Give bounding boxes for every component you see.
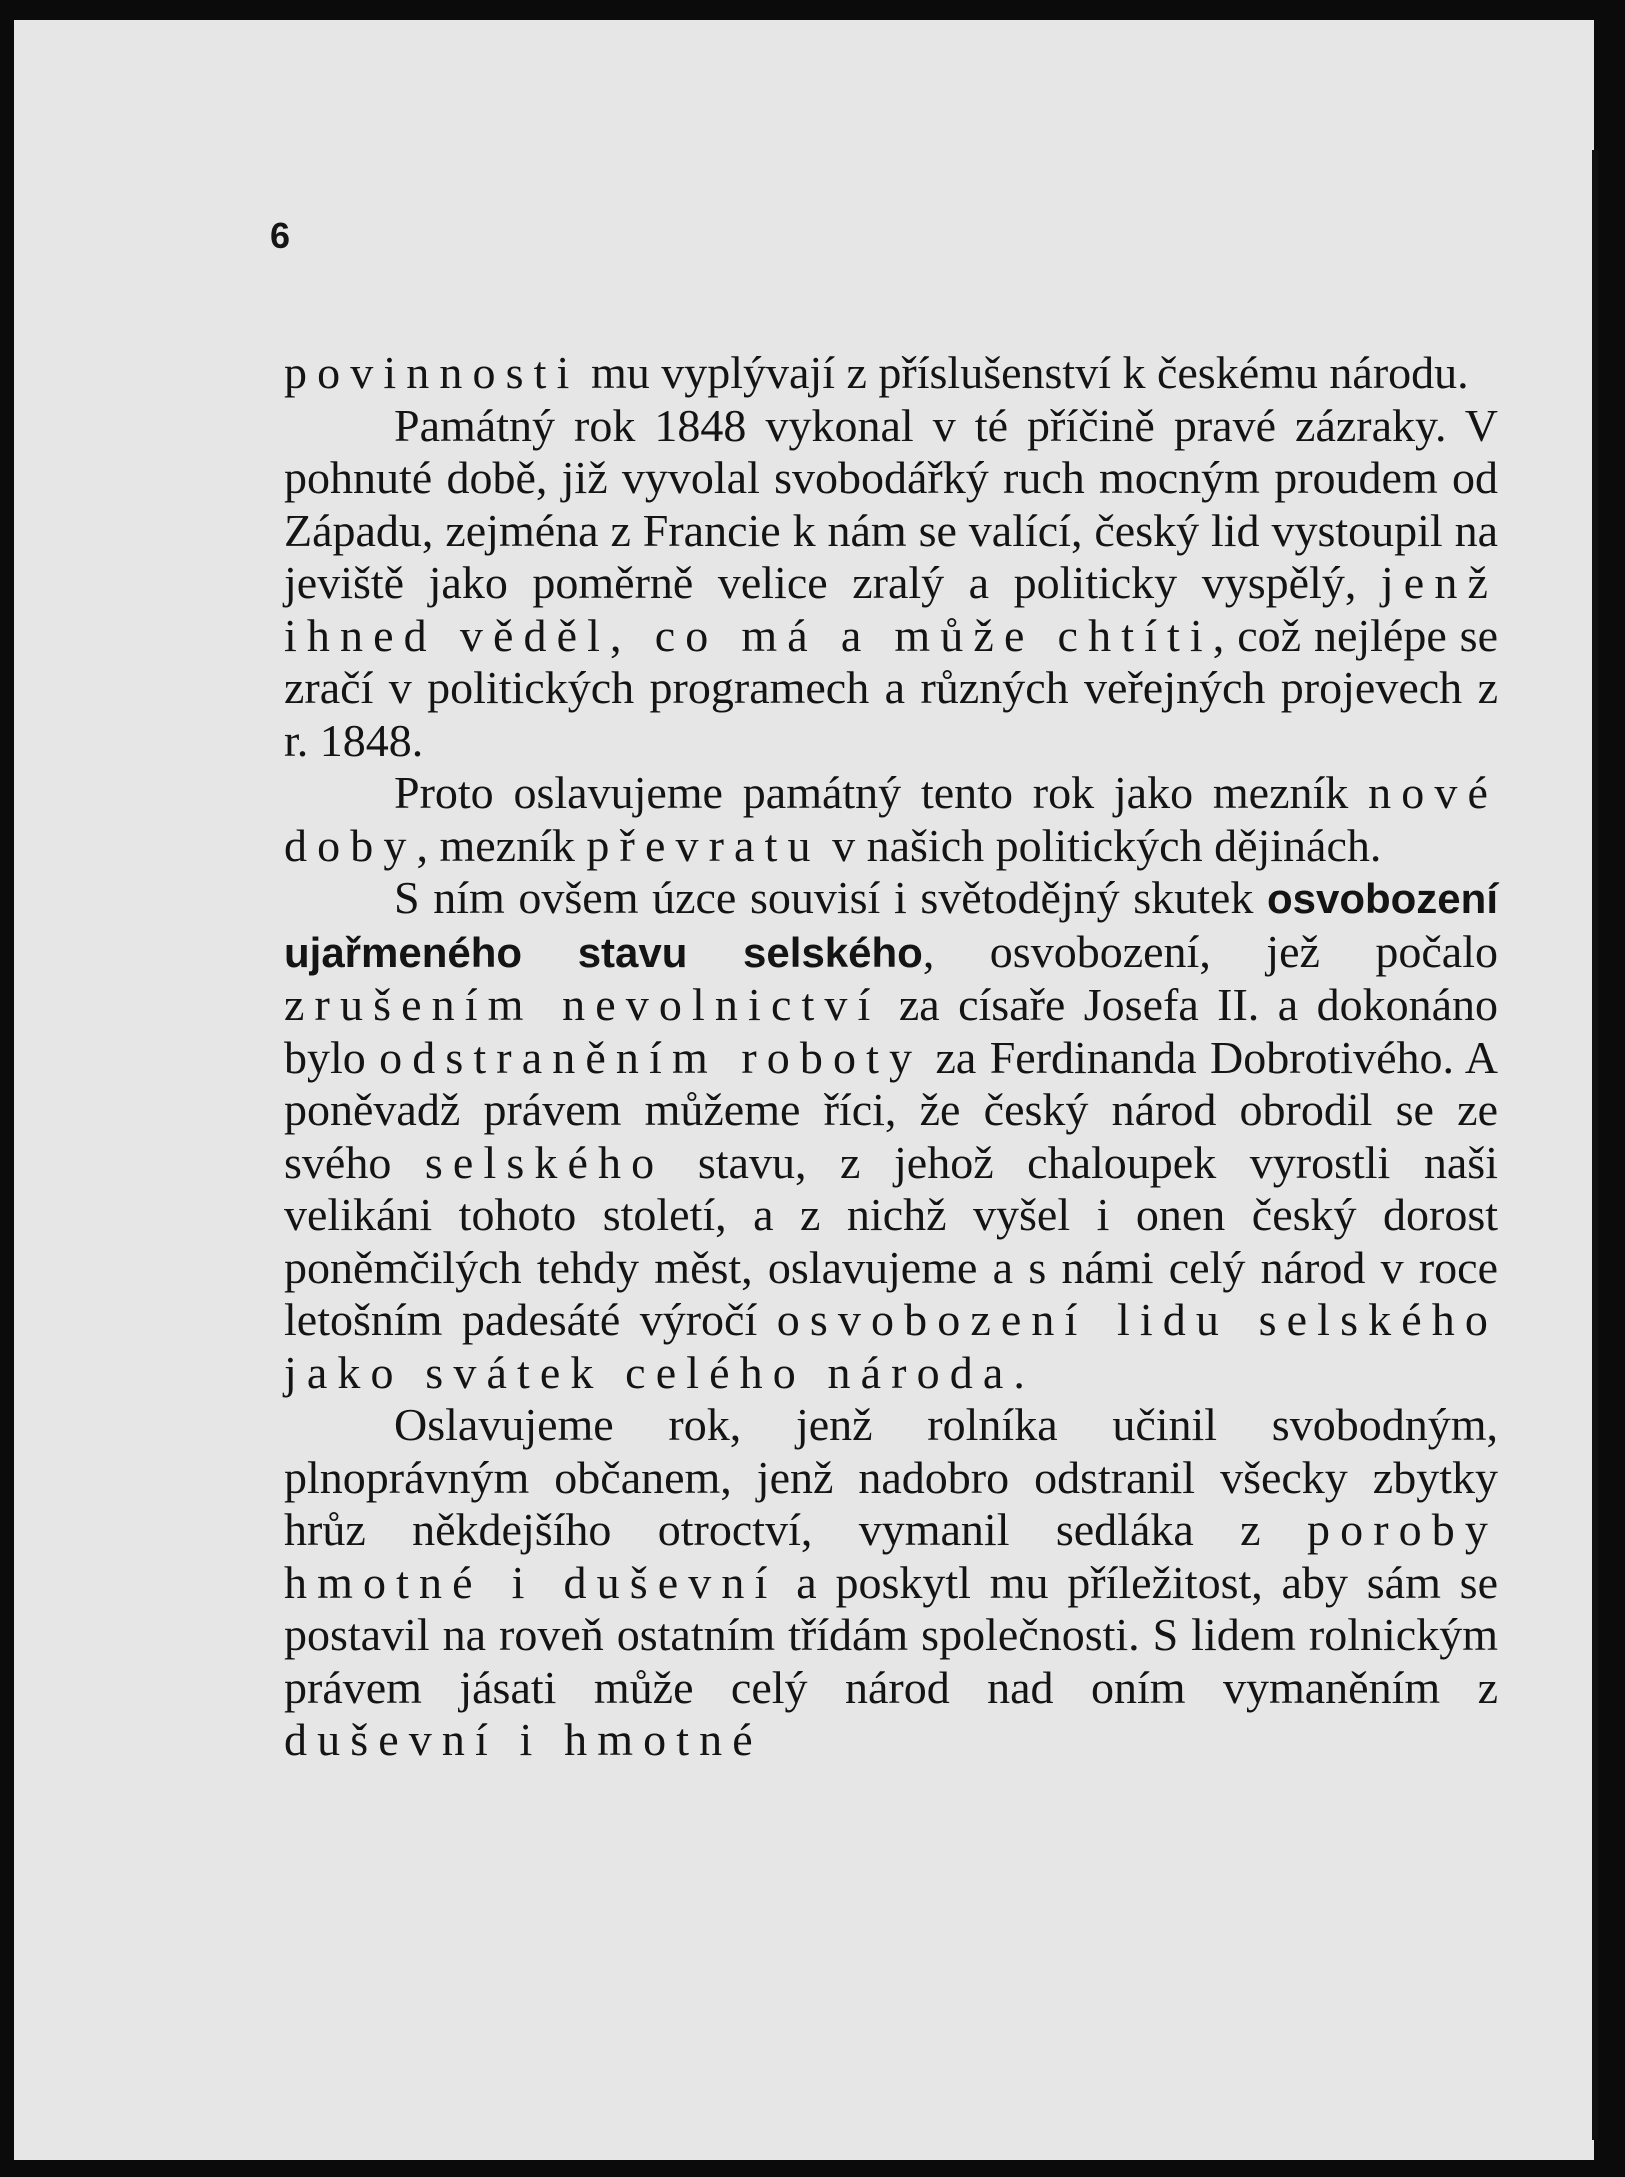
text-run-normal: Proto oslavujeme památný tento rok jako mezník: [394, 767, 1369, 818]
text-run-normal: , což nejlépe se zračí v politických programech a různých veřejných projevech z r. 1848.: [284, 609, 1498, 766]
text-run-normal: , mezník: [416, 819, 587, 871]
text-run-spaced: nové doby: [284, 767, 1498, 871]
text-run-spaced: poroby hmotné i duševní: [284, 1504, 1498, 1608]
text-run-normal: Oslavujeme rok, jenž rolníka učinil svobodným, plnoprávným občanem, jenž nadobro odstranil všecky zbytky hrůz někdejšího otroctví, vymanil sedláka z: [284, 1399, 1498, 1555]
text-run-normal: mu vyplývají z příslušenství k českému národu.: [579, 347, 1469, 398]
paragraph-1: [284, 347, 1498, 400]
text-run-normal: stavu, z jehož chaloupek vyrostli naši velikáni tohoto století, a z nichž vyšel i onen český dorost poněmčilých tehdy měst, oslavujeme a s námi celý národ v roce letošním padesáté výročí: [284, 1136, 1498, 1345]
page-edge-rule: [1592, 150, 1598, 2140]
text-run-spaced: odstraněním roboty: [379, 1031, 923, 1083]
text-run-normal: za císaře Josefa II. a dokonáno bylo: [284, 979, 1498, 1083]
text-run-bold: osvobození ujařmeného stavu selského: [284, 875, 1498, 976]
text-run-spaced: osvobození lidu selského jako svátek celého národa: [284, 1294, 1499, 1398]
paragraph-5: [284, 1399, 1498, 1767]
text-run-normal: v našich politických dějinách.: [820, 819, 1382, 871]
book-page: [14, 20, 1594, 2160]
text-run-normal: S ním ovšem úzce souvisí i světodějný skutek: [394, 872, 1267, 923]
paragraph-3: [284, 767, 1498, 872]
paragraph-2: [284, 400, 1498, 768]
text-run-spaced: povinnosti: [284, 347, 580, 398]
text-run-normal: Památný rok 1848 vykonal v té příčině pravé zázraky. V pohnuté době, již vyvolal svobodářký ruch mocným proudem od Západu, zejména z Francie k nám se valící, český lid vystoupil na jeviště jako poměrně velice zralý a politicky vyspělý,: [284, 399, 1498, 608]
paragraph-4: [284, 872, 1498, 1399]
text-run-spaced: zrušením nevolnictví: [284, 979, 881, 1030]
text-run-spaced: selského: [424, 1136, 665, 1188]
text-run-normal: .: [1013, 1346, 1025, 1398]
body-text: [284, 347, 1498, 1767]
text-run-spaced: jenž ihned věděl, co má a může chtíti: [284, 557, 1498, 661]
text-run-normal: za Ferdinanda Dobrotivého. A poněvadž právem můžeme říci, že český národ obrodil se ze svého: [284, 1031, 1499, 1188]
text-run-spaced: převratu: [586, 819, 821, 871]
text-run-spaced: duševní i hmotné: [284, 1714, 763, 1765]
page-number: 6: [270, 215, 291, 256]
text-run-normal: a poskytl mu příležitost, aby sám se postavil na roveň ostatním třídám společnosti. S lidem rolnickým právem jásati může celý národ nad oním vymaněním z: [284, 1556, 1499, 1713]
text-run-normal: , osvobození, jež počalo: [922, 925, 1498, 977]
